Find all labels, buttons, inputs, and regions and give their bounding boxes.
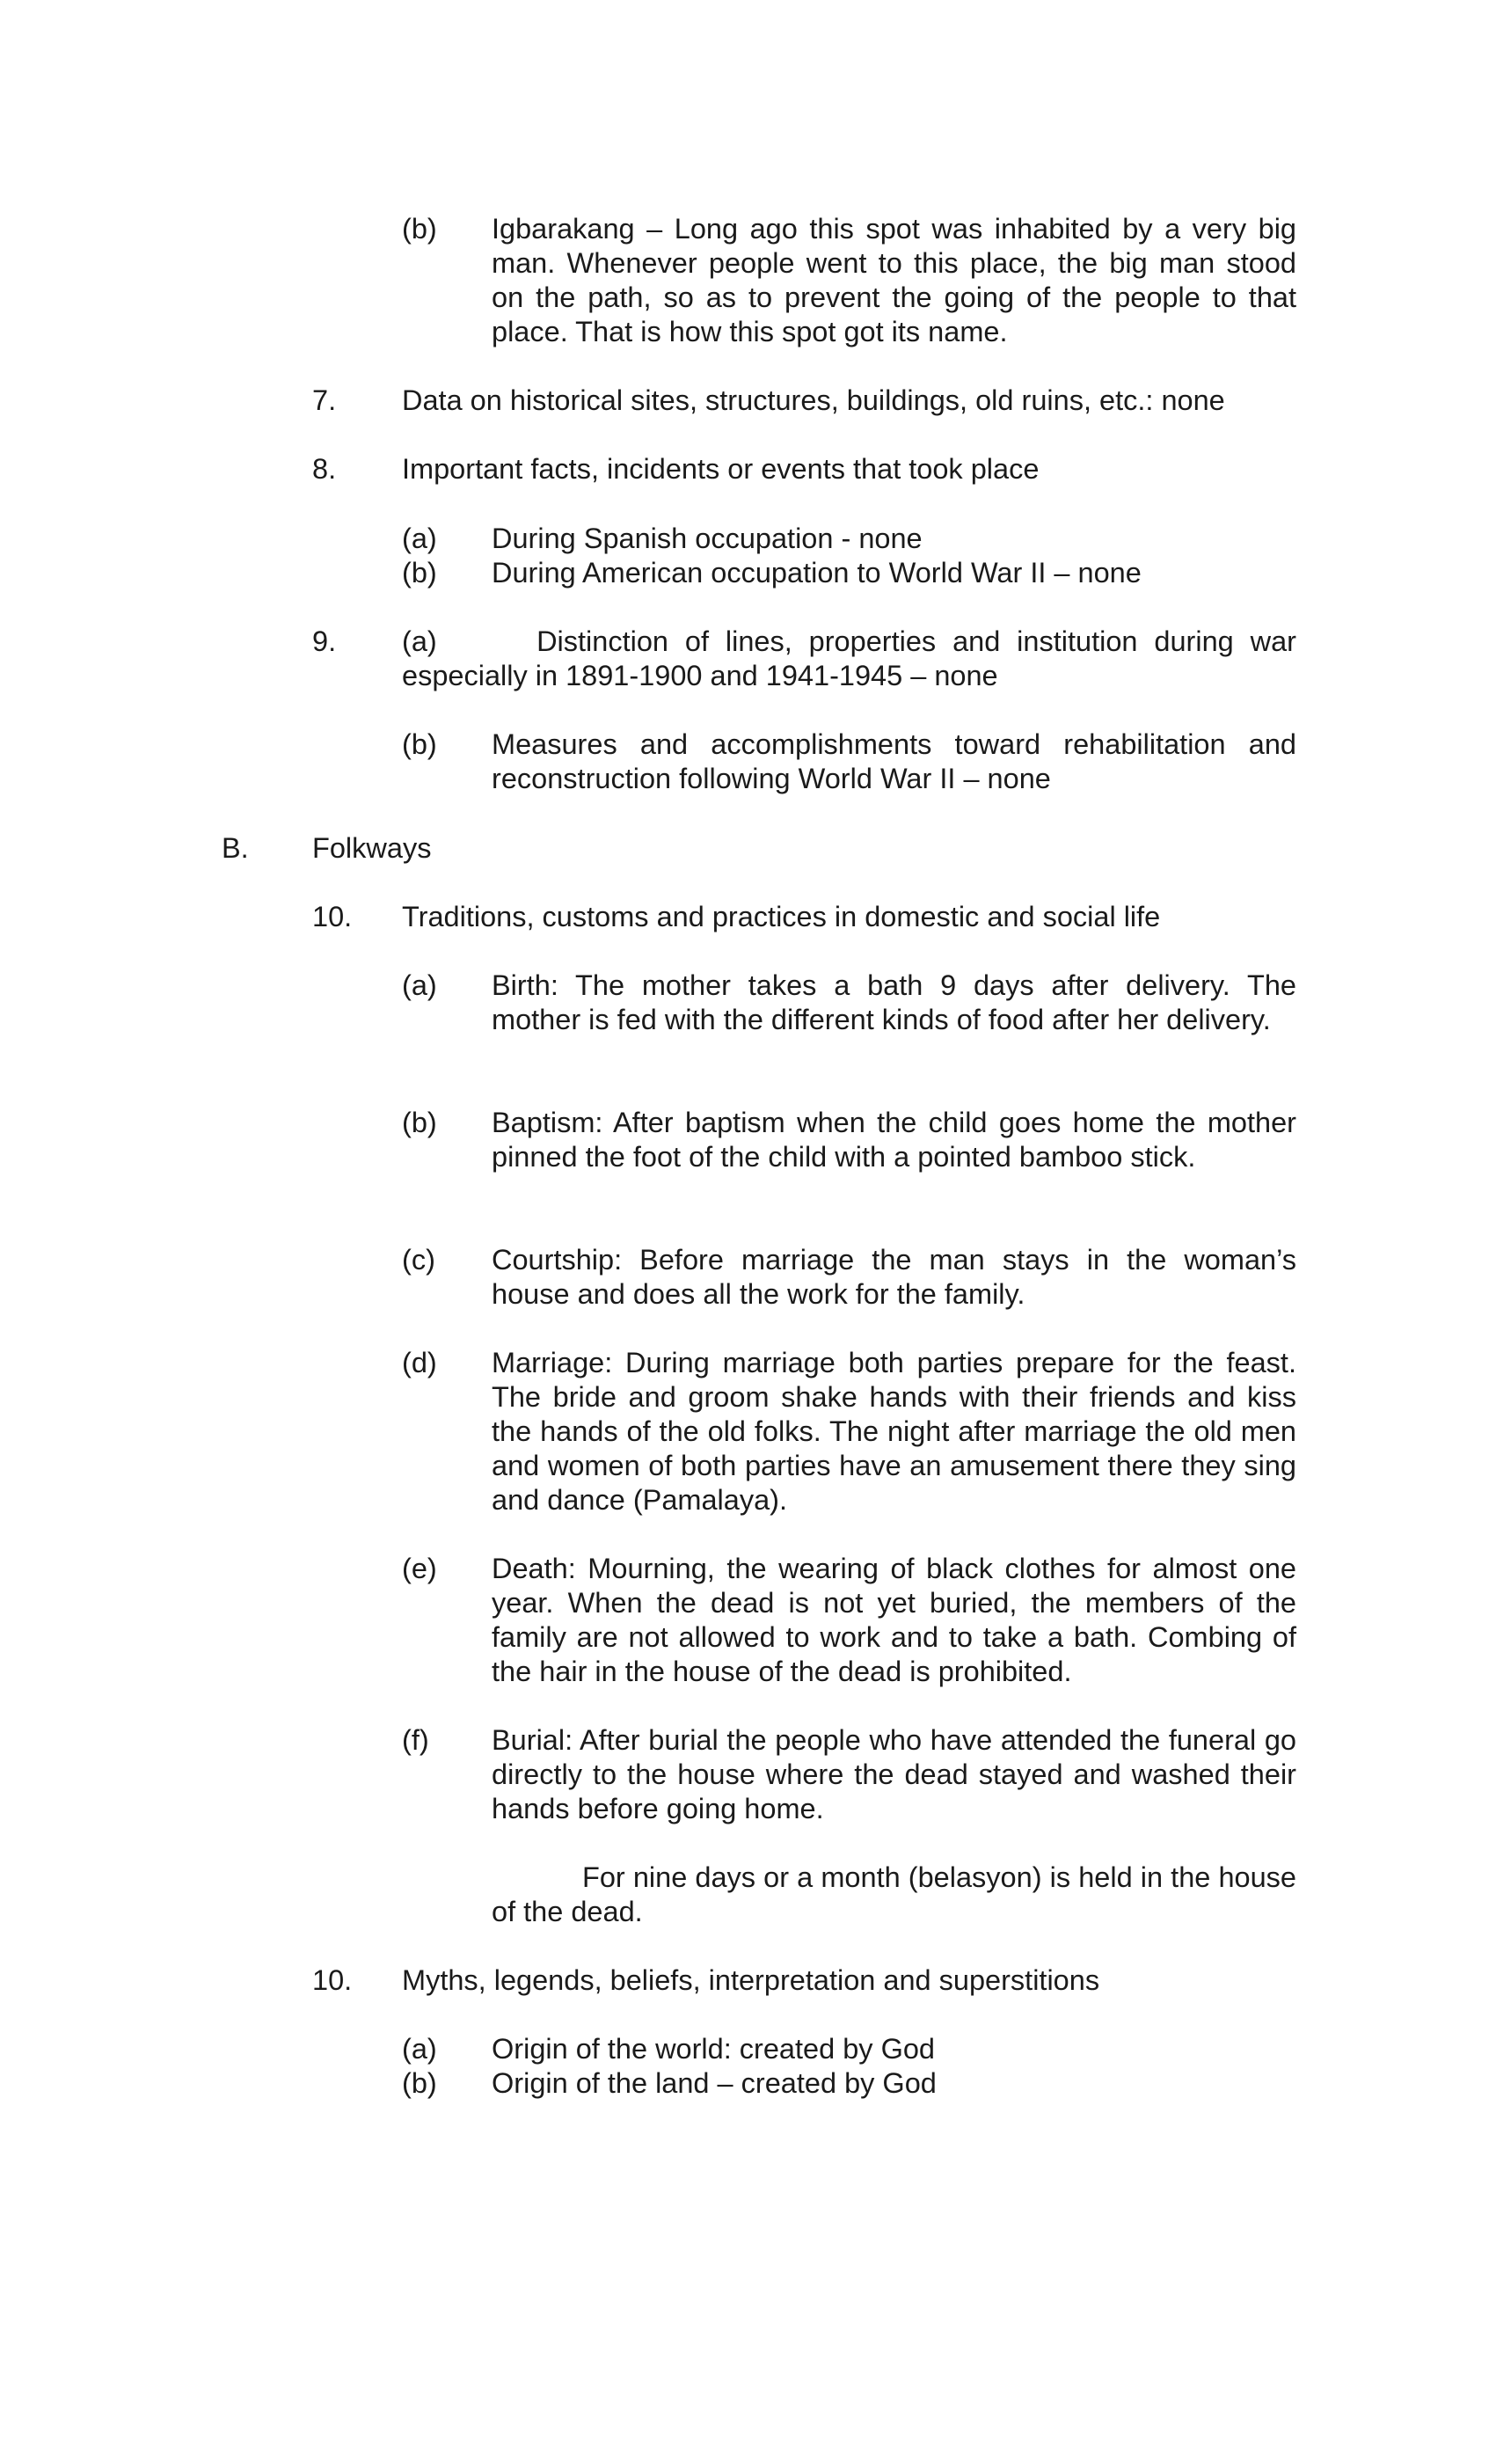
item-10b-text: Baptism: After baptism when the child goes home the mother pinned the foot of the child with a pointed bamboo stick.	[492, 1107, 1296, 1173]
item-8a-text: During Spanish occupation - none	[492, 523, 923, 554]
item-10c-text: Courtship: Before marriage the man stays in the woman’s house and does all the work for the family.	[492, 1244, 1296, 1310]
item-8b-text: During American occupation to World War II – none	[492, 557, 1142, 589]
item-10-myths-b-text: Origin of the land – created by God	[492, 2067, 937, 2099]
item-10e-text: Death: Mourning, the wearing of black clothes for almost one year. When the dead is not yet buried, the members of the family are not allowed to work and to take a bath. Combing of the hair in the house of the dead is prohibited.	[492, 1553, 1296, 1687]
item-9b-label: (b)	[402, 728, 437, 760]
item-10-myths-a-label: (a)	[402, 2033, 437, 2065]
item-7-number: 7.	[312, 384, 337, 416]
item-10f-label: (f)	[402, 1724, 429, 1756]
item-9b-text: Measures and accomplishments toward rehabilitation and reconstruction following World War II – none	[492, 728, 1296, 794]
item-10b-label: (b)	[402, 1107, 437, 1138]
item-9-number: 9.	[312, 625, 337, 657]
item-10e-label: (e)	[402, 1553, 437, 1584]
item-6b-label: (b)	[402, 213, 437, 245]
item-10-text: Traditions, customs and practices in domestic and social life	[402, 901, 1161, 932]
item-10d-text: Marriage: During marriage both parties prepare for the feast. The bride and groom shake hands with their friends and kiss the hands of the old folks. The night after marriage the old men and women of both parties have an amusement there they sing and dance (Pamalaya).	[492, 1347, 1296, 1516]
item-8-text: Important facts, incidents or events that took place	[402, 453, 1040, 485]
item-10-myths-text: Myths, legends, beliefs, interpretation and superstitions	[402, 1964, 1100, 1996]
item-8a-label: (a)	[402, 523, 437, 554]
item-10d-label: (d)	[402, 1347, 437, 1378]
burial-paragraph: For nine days or a month (belasyon) is held in the house of the dead.	[492, 1861, 1296, 1927]
item-7-text: Data on historical sites, structures, buildings, old ruins, etc.: none	[402, 384, 1225, 416]
item-10-myths-a-text: Origin of the world: created by God	[492, 2033, 936, 2065]
item-10c-label: (c)	[402, 1244, 435, 1276]
item-8-number: 8.	[312, 453, 337, 485]
item-10-myths-b-label: (b)	[402, 2067, 437, 2099]
section-b-title: Folkways	[312, 832, 432, 864]
section-b-letter: B.	[222, 832, 249, 864]
item-9a-text: (a) Distinction of lines, properties and institution during war especially in 1891-1900 and 1941-1945 – none	[402, 625, 1296, 691]
item-10f-text: Burial: After burial the people who have attended the funeral go directly to the house where the dead stayed and washed their hands before going home.	[492, 1724, 1296, 1824]
item-6b-text: Igbarakang – Long ago this spot was inhabited by a very big man. Whenever people went to this place, the big man stood on the path, so as to prevent the going of the people to that place. That is how this spot got its name.	[492, 213, 1296, 347]
item-10-number: 10.	[312, 901, 353, 932]
item-10a-text: Birth: The mother takes a bath 9 days after delivery. The mother is fed with the different kinds of food after her delivery.	[492, 969, 1296, 1035]
item-10-myths-number: 10.	[312, 1964, 353, 1996]
item-8b-label: (b)	[402, 557, 437, 589]
item-10a-label: (a)	[402, 969, 437, 1001]
